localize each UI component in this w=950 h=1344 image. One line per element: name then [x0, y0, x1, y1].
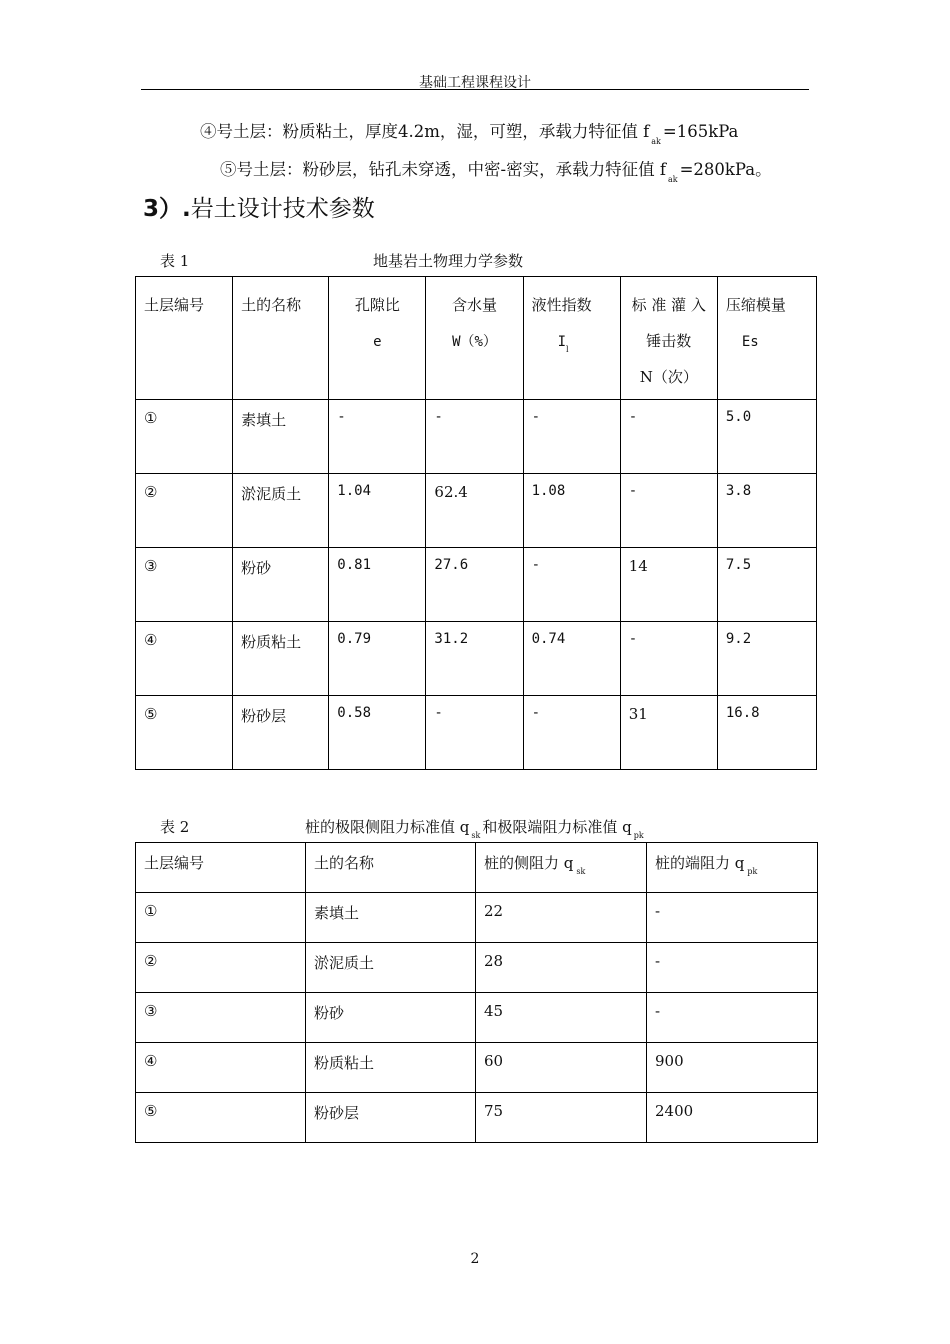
table-cell: - [426, 696, 523, 770]
caption-text: 和极限端阻力标准值 q [482, 818, 632, 836]
paragraph-soil-layer-5 [220, 160, 772, 183]
header-text: N（次） [639, 368, 698, 386]
table-cell: 素填土 [306, 893, 476, 943]
subscript: pk [747, 867, 758, 876]
table-cell: ② [136, 943, 306, 993]
table-cell: 16.8 [717, 696, 816, 770]
table-cell: ③ [136, 993, 306, 1043]
paragraph-value: =280kPa。 [679, 160, 772, 179]
table-cell: 0.58 [329, 696, 426, 770]
header-symbol: W（%） [452, 334, 497, 350]
table-cell: ⑤ [136, 696, 233, 770]
table-cell: 75 [476, 1093, 647, 1143]
header-cell [329, 277, 426, 400]
table-cell: 9.2 [717, 622, 816, 696]
table-cell: 31.2 [426, 622, 523, 696]
table-cell: 粉砂 [306, 993, 476, 1043]
table-cell: 粉砂层 [233, 696, 329, 770]
table-cell: ④ [136, 622, 233, 696]
table-cell: - [647, 893, 818, 943]
table-cell: 5.0 [717, 400, 816, 474]
table-cell: 7.5 [717, 548, 816, 622]
table-cell: - [620, 400, 717, 474]
table-cell: 淤泥质土 [233, 474, 329, 548]
table-cell: 粉质粘土 [233, 622, 329, 696]
subscript: sk [471, 831, 481, 840]
table-cell: ② [136, 474, 233, 548]
table-cell: 0.74 [523, 622, 620, 696]
header-text: 桩的端阻力 q [655, 854, 745, 872]
table-cell: ③ [136, 548, 233, 622]
table-cell: 22 [476, 893, 647, 943]
header-cell [476, 843, 647, 893]
table-cell: 1.08 [523, 474, 620, 548]
table-cell: 粉砂层 [306, 1093, 476, 1143]
header-symbol: Es [741, 334, 759, 350]
header-symbol: e [373, 334, 382, 350]
table-row [136, 622, 817, 696]
section-title-text: 岩土设计技术参数 [190, 196, 375, 222]
table-cell: 淤泥质土 [306, 943, 476, 993]
table-cell: - [523, 548, 620, 622]
table-cell: - [329, 400, 426, 474]
table-cell: ① [136, 400, 233, 474]
header-text: 压缩模量 [725, 296, 786, 314]
table1-label: 表 1 [160, 252, 190, 270]
table-cell: 0.79 [329, 622, 426, 696]
table-pile-resistance [135, 842, 818, 1143]
table1-caption: 地基岩土物理力学参数 [373, 252, 524, 270]
table-cell: - [523, 696, 620, 770]
header-text: 孔隙比 [354, 296, 400, 314]
table-cell: - [620, 622, 717, 696]
table-cell: - [647, 943, 818, 993]
table-header-row [136, 277, 817, 400]
subscript: sk [576, 867, 586, 876]
table-cell: ⑤ [136, 1093, 306, 1143]
table-row [136, 993, 818, 1043]
table-cell: - [523, 400, 620, 474]
table-row [136, 696, 817, 770]
header-text: 土层编号 [144, 296, 205, 314]
header-text: 含水量 [451, 296, 497, 314]
header-cell [647, 843, 818, 893]
section-heading [143, 190, 375, 223]
header-cell: 土层编号 [136, 843, 306, 893]
table-cell: 27.6 [426, 548, 523, 622]
table-cell: 28 [476, 943, 647, 993]
table-cell: - [647, 993, 818, 1043]
table-cell: 60 [476, 1043, 647, 1093]
paragraph-soil-layer-4 [200, 122, 738, 145]
table-cell: 3.8 [717, 474, 816, 548]
table-row [136, 400, 817, 474]
table-cell: 31 [620, 696, 717, 770]
table-cell: ① [136, 893, 306, 943]
subscript: ak [667, 175, 678, 184]
header-symbol: I [557, 334, 566, 350]
table-row [136, 548, 817, 622]
table-row [136, 1043, 818, 1093]
paragraph-value: =165kPa [662, 122, 739, 141]
table-row [136, 943, 818, 993]
subscript: l [566, 345, 569, 354]
page-number: 2 [470, 1251, 480, 1267]
paragraph-text: ④号土层：粉质粘土，厚度4.2m，湿，可塑，承载力特征值 f [200, 122, 650, 141]
table-header-row [136, 843, 818, 893]
header-text: 锤击数 [646, 332, 692, 350]
table-cell: - [620, 474, 717, 548]
paragraph-text: ⑤号土层：粉砂层，钻孔未穿透，中密-密实，承载力特征值 f [220, 160, 666, 179]
header-cell [233, 277, 329, 400]
page-header-title: 基础工程课程设计 [419, 75, 531, 91]
header-cell [523, 277, 620, 400]
header-rule [141, 89, 809, 90]
header-text: 土的名称 [241, 296, 302, 314]
table-cell: 62.4 [426, 474, 523, 548]
header-cell [136, 277, 233, 400]
table-cell: 45 [476, 993, 647, 1043]
header-text: 液性指数 [531, 296, 592, 314]
section-number: 3）. [143, 196, 191, 222]
table-cell: 14 [620, 548, 717, 622]
header-cell [620, 277, 717, 400]
table-soil-parameters [135, 276, 817, 770]
table-cell: ④ [136, 1043, 306, 1093]
table-row [136, 474, 817, 548]
subscript: pk [633, 831, 644, 840]
header-cell [717, 277, 816, 400]
table-cell: - [426, 400, 523, 474]
table-cell: 粉质粘土 [306, 1043, 476, 1093]
table2-label: 表 2 [160, 818, 190, 836]
table2-caption [305, 816, 646, 840]
header-text: 标 准 灌 入 [631, 296, 706, 314]
header-cell: 土的名称 [306, 843, 476, 893]
table-cell: 0.81 [329, 548, 426, 622]
table-cell: 素填土 [233, 400, 329, 474]
caption-text: 桩的极限侧阻力标准值 q [305, 818, 470, 836]
subscript: ak [651, 137, 661, 146]
table-cell: 2400 [647, 1093, 818, 1143]
header-text: 桩的侧阻力 q [484, 854, 574, 872]
header-cell [426, 277, 523, 400]
table-cell: 粉砂 [233, 548, 329, 622]
table-cell: 900 [647, 1043, 818, 1093]
table-row [136, 893, 818, 943]
table-row [136, 1093, 818, 1143]
table-cell: 1.04 [329, 474, 426, 548]
